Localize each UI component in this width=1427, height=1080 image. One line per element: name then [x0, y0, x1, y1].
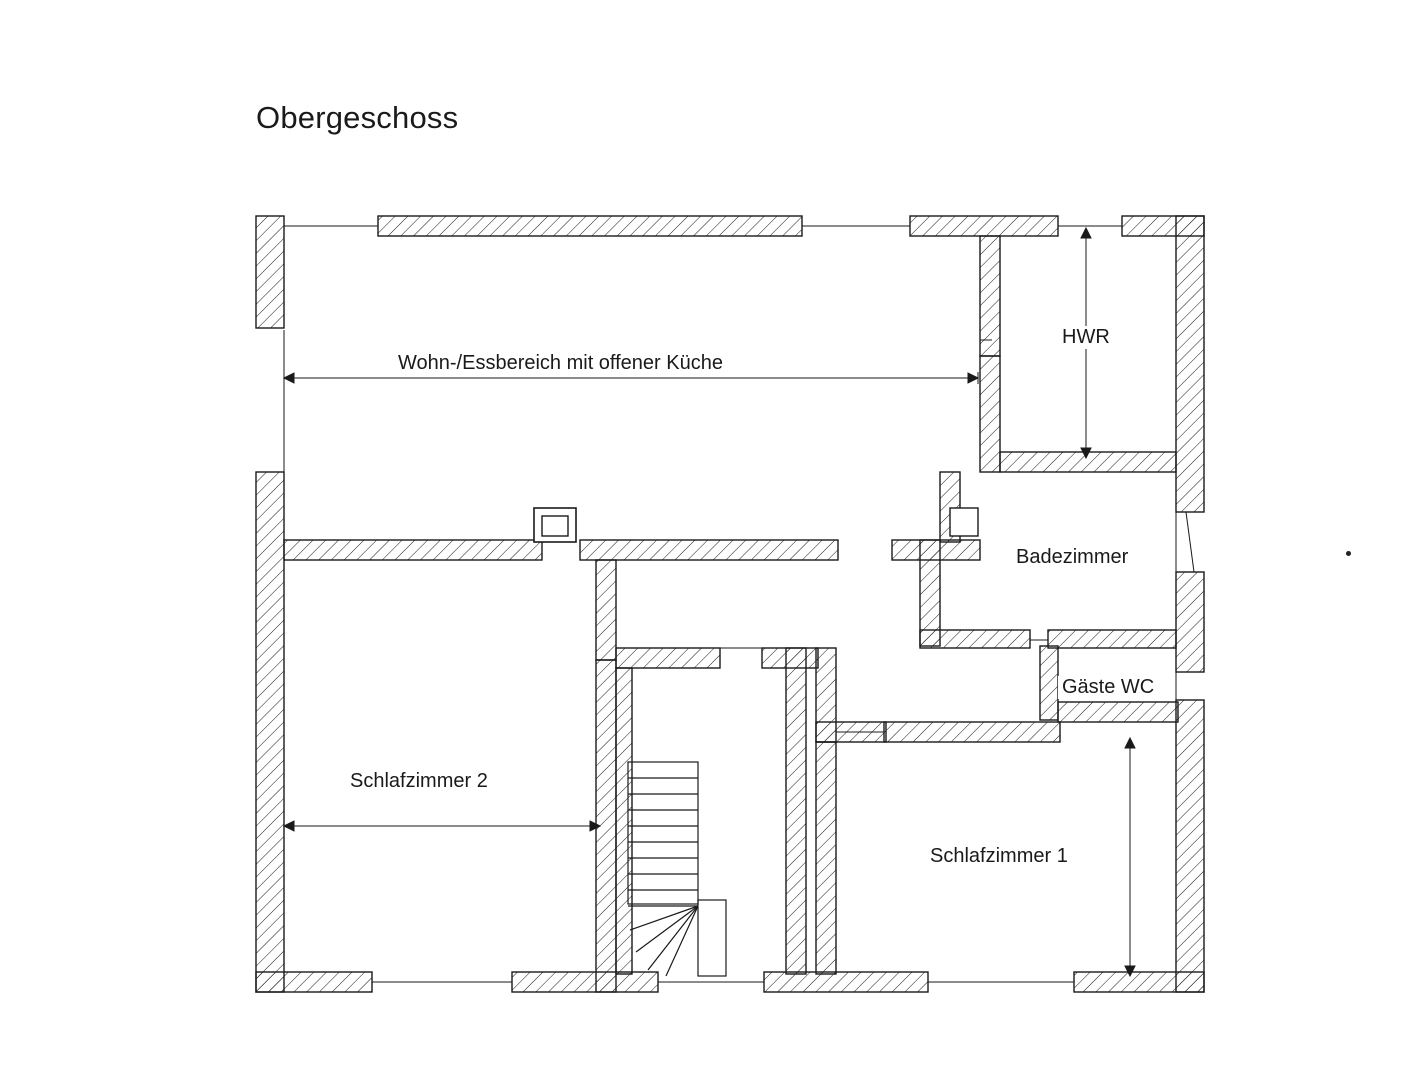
door-openings — [284, 330, 1176, 700]
room-label-schlafzimmer-1: Schlafzimmer 1 — [926, 845, 1072, 868]
page-title: Obergeschoss — [256, 100, 459, 135]
duct-block — [950, 508, 978, 536]
room-label-schlafzimmer-2: Schlafzimmer 2 — [346, 770, 492, 793]
room-label-hwr: HWR — [1058, 326, 1114, 349]
room-label-badezimmer: Badezimmer — [1012, 546, 1132, 569]
room-label-wohnessbereich: Wohn-/Essbereich mit offener Küche — [394, 352, 727, 375]
interior-wall-group — [284, 236, 1178, 992]
page-marker-dot — [1346, 551, 1351, 556]
chimney-block — [534, 508, 576, 542]
room-label-gaeste-wc: Gäste WC — [1058, 676, 1158, 699]
staircase — [628, 762, 726, 976]
